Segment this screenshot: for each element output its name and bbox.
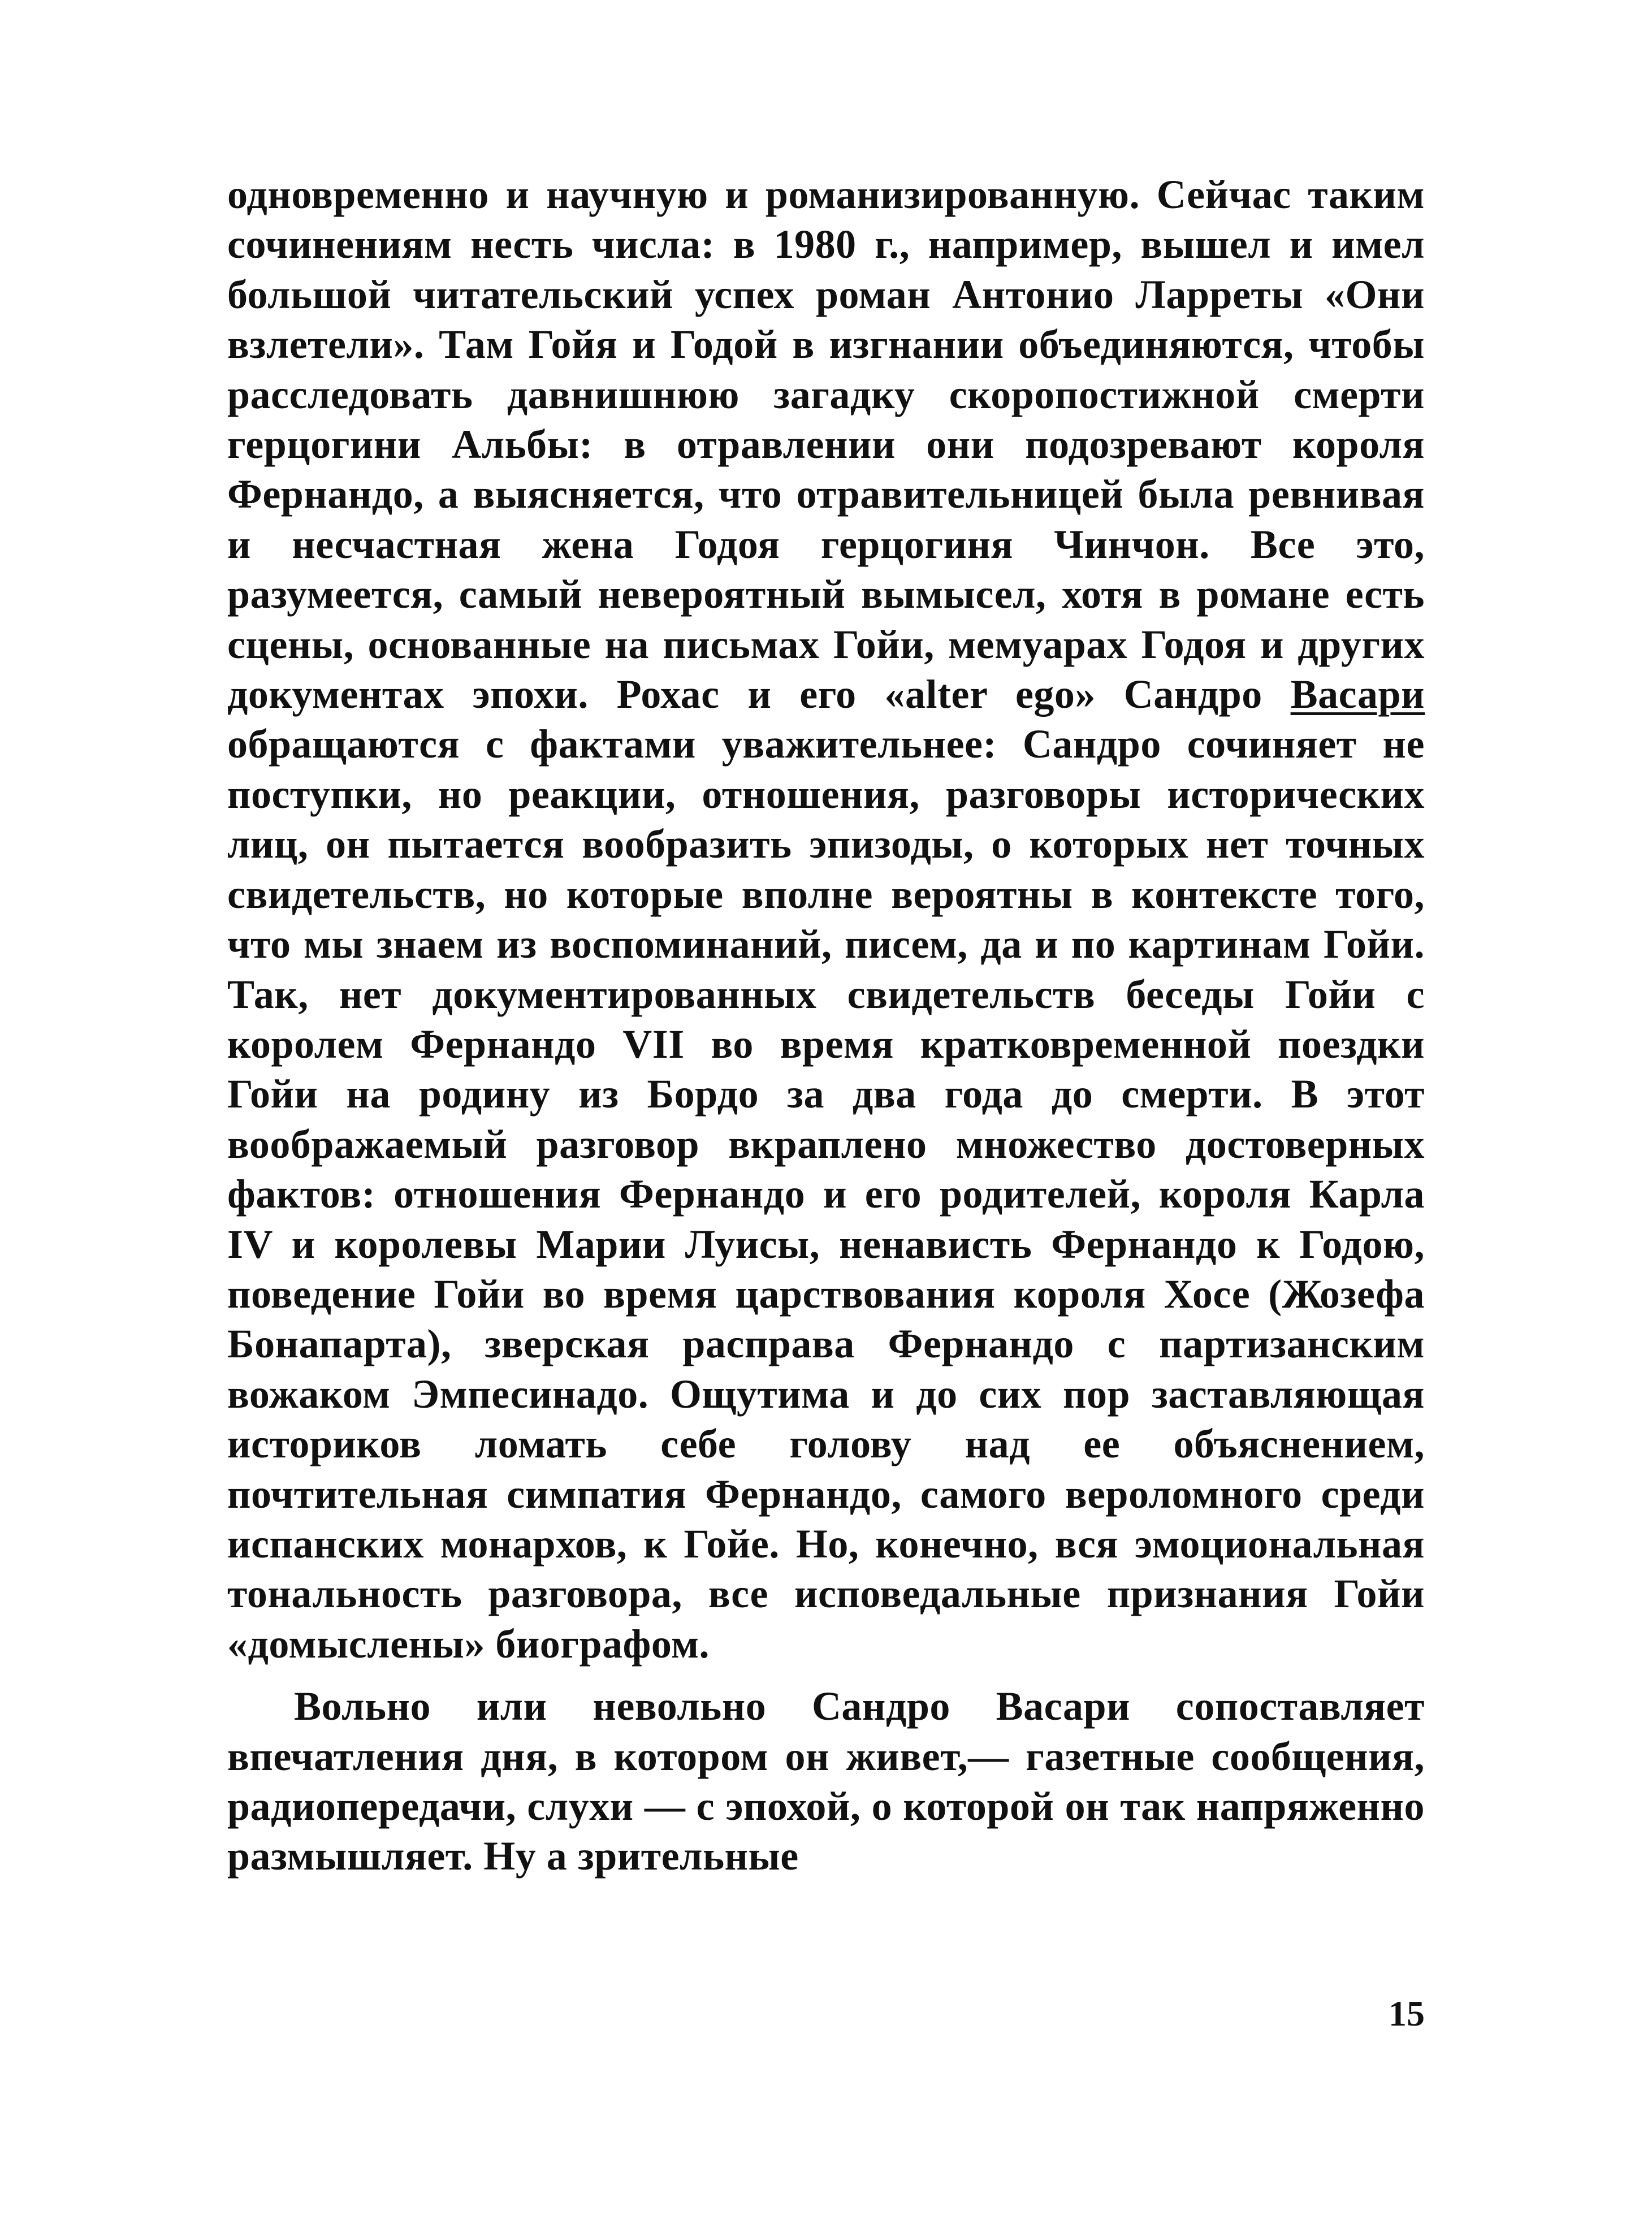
paragraph-2: Вольно или невольно Сандро Васари сопоставляет впечатления дня, в котором он живет,— газетные сообщения, радиопередачи, слухи — с эпохой, о которой он так напряженно размышляет. Ну а зрительные — [227, 1684, 1425, 1879]
body-text — [227, 170, 1425, 1881]
paragraph-1-start: одновременно и научную и романизированную. Сейчас таким сочинениям несть числа: в 1980 г., например, вышел и имел большой читательский успех роман Антонио Ларреты «Они взлетели». Там Гойя и Годой в изгнании объединяются, чтобы расследовать давнишнюю загадку скоропостижной смерти герцогини Альбы: в отравлении они подозревают короля Фернандо, а выясняется, что отравительницей была ревнивая и несчастная жена Годоя герцогиня Чинчон. Все это, разумеется, самый невероятный вымысел, хотя в романе есть сцены, основанные на письмах Гойи, мемуарах Годоя и других документах эпохи. Рохас и его «alter ego» Сандро — [227, 172, 1425, 717]
paragraph-1 — [227, 170, 1425, 1669]
page-number: 15 — [1389, 1993, 1425, 2033]
paragraph-1-end: обращаются с фактами уважительнее: Сандро сочиняет не поступки, но реакции, отношения, разговоры исторических лиц, он пытается вообразить эпизоды, о которых нет точных свидетельств, но которые вполне вероятны в контексте того, что мы знаем из воспоминаний, писем, да и по картинам Гойи. Так, нет документированных свидетельств беседы Гойи с королем Фернандо VII во время кратковременной поездки Гойи на родину из Бордо за два года до смерти. В этот воображаемый разговор вкраплено множество достоверных фактов: отношения Фернандо и его родителей, короля Карла IV и королевы Марии Луисы, ненависть Фернандо к Годою, поведение Гойи во время царствования короля Хосе (Жозефа Бонапарта), зверская расправа Фернандо с партизанским вожаком Эмпесинадо. Ощутима и до сих пор заставляющая историков ломать себе голову над ее объяснением, почтительная симпатия Фернандо, самого вероломного среди испанских монархов, к Гойе. Но, конечно, вся эмоциональная тональность разговора, все исповедальные признания Гойи «домыслены» биографом. — [227, 721, 1425, 1667]
underlined-name: Васари — [1290, 672, 1425, 717]
